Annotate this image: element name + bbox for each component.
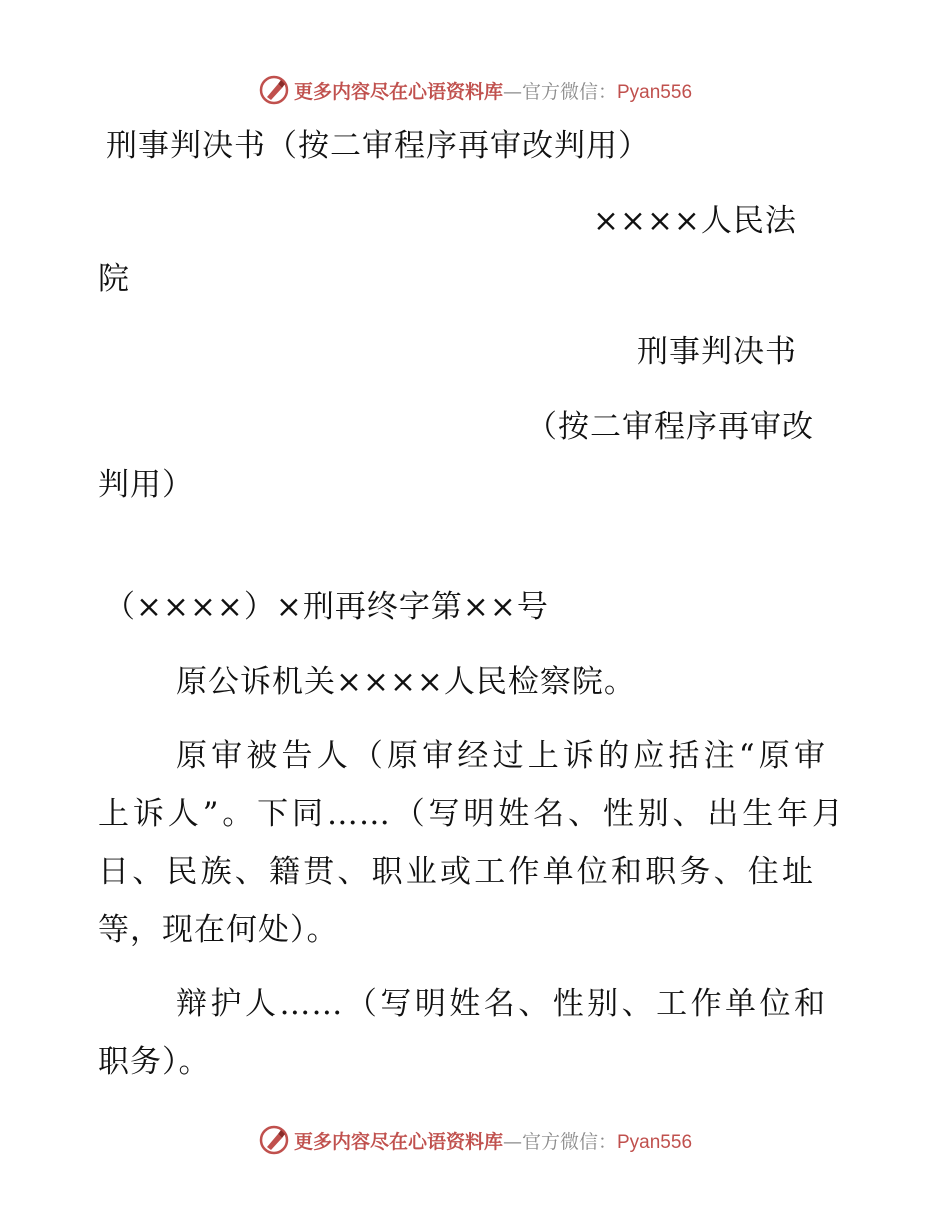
banner-text bbox=[294, 77, 692, 104]
defender-line-2: 职务）。 bbox=[98, 1044, 211, 1080]
court-name-line1: ××××人民法 bbox=[593, 203, 797, 239]
banner-wechat-id: Pyan556 bbox=[617, 81, 693, 103]
pen-logo-icon bbox=[258, 74, 290, 106]
court-name-line2: 院 bbox=[98, 261, 130, 297]
banner-wechat-label: 官方微信： bbox=[521, 1130, 617, 1153]
defender-line-1: 辩护人……（写明姓名、性别、工作单位和 bbox=[176, 986, 826, 1022]
header-banner bbox=[0, 70, 950, 110]
banner-text bbox=[294, 1127, 692, 1154]
doc-subtitle-line2: 判用） bbox=[98, 467, 194, 503]
pen-logo-icon bbox=[258, 1124, 290, 1156]
banner-wechat-label: 官方微信： bbox=[521, 80, 617, 103]
defendant-line-1: 原审被告人（原审经过上诉的应括注“原审 bbox=[176, 738, 826, 774]
defendant-line-4: 等，现在何处）。 bbox=[98, 912, 339, 948]
prosecutor-paragraph: 原公诉机关××××人民检察院。 bbox=[176, 664, 636, 700]
banner-dash: — bbox=[502, 80, 522, 103]
document-heading: 刑事判决书（按二审程序再审改判用） bbox=[106, 128, 650, 164]
footer-banner bbox=[0, 1120, 950, 1160]
banner-wechat-id: Pyan556 bbox=[617, 1131, 693, 1153]
case-number: （××××）×刑再终字第××号 bbox=[104, 589, 549, 625]
banner-dash: — bbox=[502, 1130, 522, 1153]
defendant-line-2: 上诉人”。下同……（写明姓名、性别、出生年月 bbox=[98, 796, 844, 832]
doc-subtitle-line1: （按二审程序再审改 bbox=[526, 409, 814, 445]
doc-title: 刑事判决书 bbox=[637, 334, 797, 370]
defendant-line-3: 日、民族、籍贯、职业或工作单位和职务、住址 bbox=[98, 854, 814, 890]
banner-site-text: 更多内容尽在心语资料库 bbox=[293, 80, 503, 103]
banner-site-text: 更多内容尽在心语资料库 bbox=[293, 1130, 503, 1153]
